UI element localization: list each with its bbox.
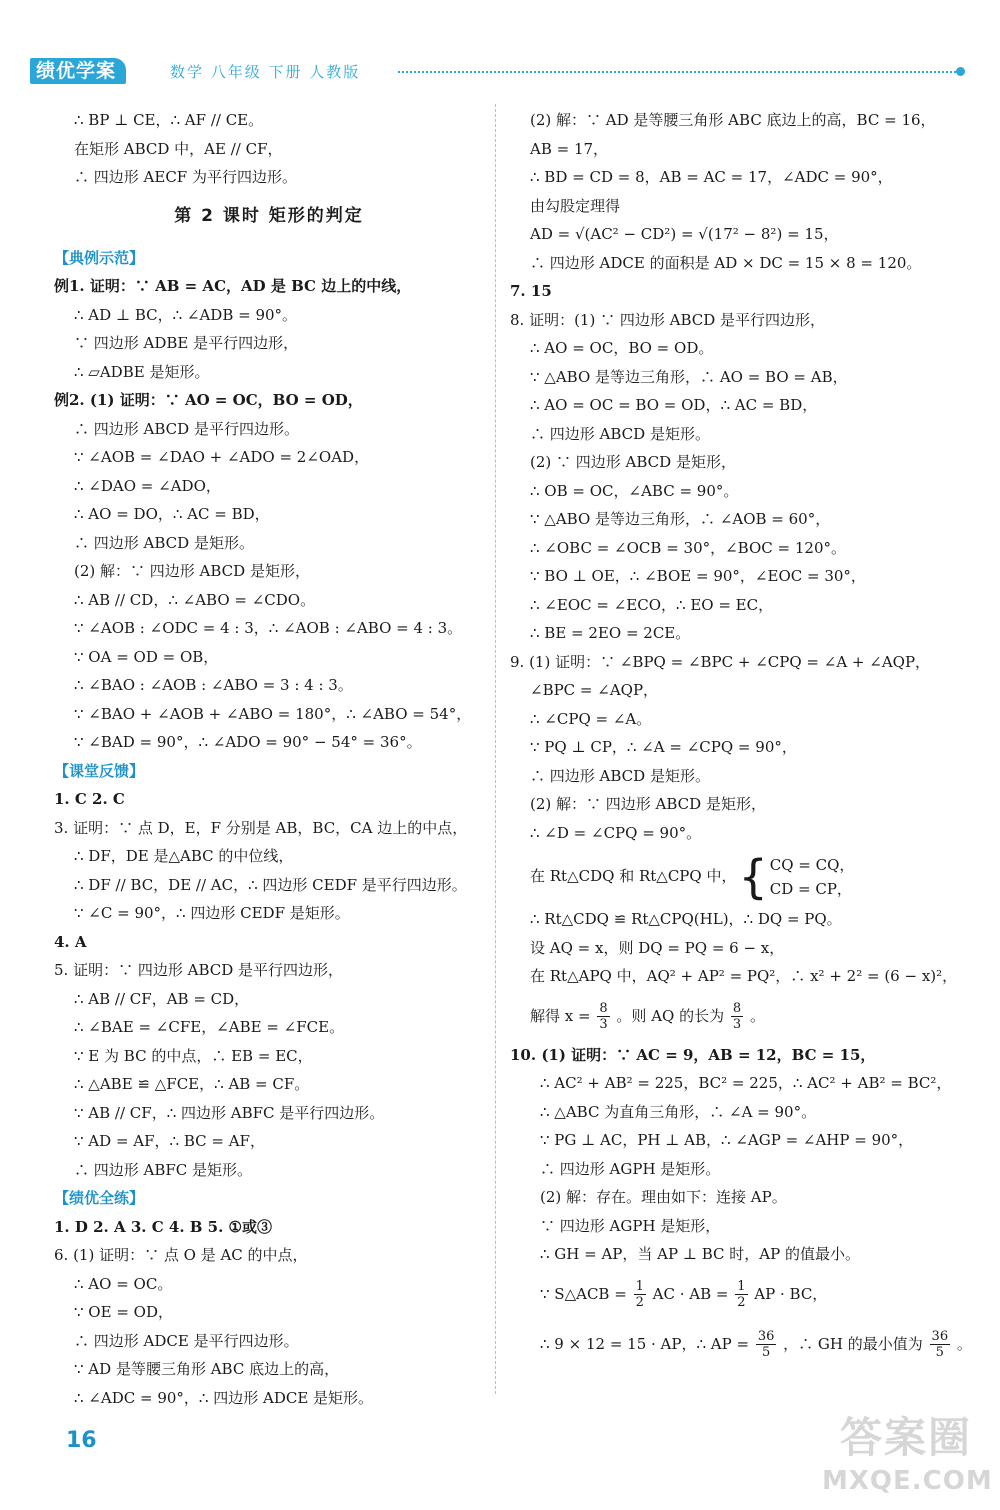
text-line: ∴ Rt△CDQ ≌ Rt△CPQ(HL)，∴ DQ = PQ。: [530, 910, 842, 928]
area-line: [510, 1269, 960, 1319]
text-line: ∵ ∠C = 90°，∴ 四边形 CEDF 是矩形。: [74, 904, 350, 922]
text-line: ∴ 四边形 ABCD 是矩形。: [530, 766, 710, 785]
text-line: 7. 15: [510, 282, 552, 300]
lesson-title: 第 2 课时 矩形的判定: [174, 205, 364, 226]
text-line: ∴ AD ⊥ BC，∴ ∠ADB = 90°。: [74, 305, 298, 324]
watermark: [822, 1412, 993, 1506]
fraction: $\frac{1}{2}$: [635, 1279, 644, 1310]
fraction: $\frac{1}{2}$: [737, 1279, 746, 1310]
text-line: ∴ ∠OBC = ∠OCB = 30°，∠BOC = 120°。: [530, 538, 846, 557]
text-line: ∴ ∠D = ∠CPQ = 90°。: [530, 823, 702, 842]
section-heading-practice: 【绩优全练】: [54, 1189, 145, 1207]
text-line: ∴ DF，DE 是△ABC 的中位线，: [74, 847, 294, 865]
fraction: $\frac{8}{3}$: [599, 1001, 608, 1032]
text-line: 5. 证明：∵ 四边形 ABCD 是平行四边形，: [54, 961, 344, 979]
text-line: ∵ AB // CF，∴ 四边形 ABFC 是平行四边形。: [74, 1103, 385, 1122]
text-line: ∵ △ABO 是等边三角形，∴ ∠AOB = 60°，: [530, 510, 831, 528]
text-line: 例2. (1) 证明：∵ AO = OC，BO = OD，: [54, 391, 363, 409]
solve-mid: 。则 AQ 的长为: [616, 1006, 725, 1025]
text-line: ∵ AD 是等腰三角形 ABC 底边上的高，: [74, 1360, 340, 1378]
text-line: ∴ ∠BAO : ∠AOB : ∠ABO = 3 : 4 : 3。: [74, 676, 353, 694]
text-line: ∴ AB // CF，AB = CD，: [74, 989, 250, 1008]
fraction: $\frac{36}{5}$: [757, 1329, 775, 1360]
left-column: [54, 106, 484, 1412]
fraction: $\frac{36}{5}$: [931, 1329, 949, 1360]
final-mid: ，∴ GH 的最小值为: [783, 1334, 923, 1353]
text-line: ∴ ∠DAO = ∠ADO，: [74, 476, 221, 495]
text-line: ∴ AO = OC。: [74, 1274, 173, 1293]
page-number: 16: [66, 1428, 97, 1453]
text-line: ∴ AB // CD，∴ ∠ABO = ∠CDO。: [74, 590, 316, 609]
text-line: 6. (1) 证明：∵ 点 O 是 AC 的中点，: [54, 1246, 308, 1264]
text-line: ∴ GH = AP，当 AP ⊥ BC 时，AP 的值最小。: [540, 1245, 860, 1263]
text-line: ∴ 四边形 AECF 为平行四边形。: [74, 168, 297, 186]
text-line: ∵ ∠BAO + ∠AOB + ∠ABO = 180°，∴ ∠ABO = 54°，: [74, 704, 472, 723]
text-line: ∵ AD = AF，∴ BC = AF，: [74, 1132, 265, 1150]
text-line: ∴ ∠ADC = 90°，∴ 四边形 ADCE 是矩形。: [74, 1388, 374, 1407]
solve-line: [510, 991, 960, 1041]
subject-label: 数学 八年级 下册 人教版: [170, 63, 361, 81]
text-line: ∴ OB = OC，∠ABC = 90°。: [530, 481, 739, 500]
header-dot-icon: [956, 67, 965, 76]
text-line: ∴ ∠CPQ = ∠A。: [530, 709, 652, 728]
text-line: 10. (1) 证明：∵ AC = 9，AB = 12，BC = 15，: [510, 1045, 876, 1064]
text-line: 由勾股定理得: [530, 196, 621, 215]
text-line: 设 AQ = x，则 DQ = PQ = 6 − x，: [530, 938, 785, 957]
page-header: [30, 56, 970, 90]
text-line: ∵ PG ⊥ AC，PH ⊥ AB，∴ ∠AGP = ∠AHP = 90°，: [540, 1131, 914, 1149]
section-heading-feedback: 【课堂反馈】: [54, 761, 145, 780]
area-prefix: ∵ S△ACB =: [540, 1284, 627, 1303]
text-line: ∴ 四边形 ADCE 的面积是 AD × DC = 15 × 8 = 120。: [530, 253, 922, 272]
system-line-2: CD = CP，: [769, 880, 852, 898]
text-line: 8. 证明：(1) ∵ 四边形 ABCD 是平行四边形，: [510, 310, 826, 329]
text-line: ∵ ∠AOB : ∠ODC = 4 : 3，∴ ∠AOB : ∠ABO = 4 : 3。: [74, 619, 463, 637]
text-line: ∴ BP ⊥ CE，∴ AF // CE。: [74, 111, 264, 129]
watermark-top: 答案圈: [839, 1413, 972, 1462]
text-line: ∴ DF // BC，DE // AC，∴ 四边形 CEDF 是平行四边形。: [74, 875, 467, 894]
area-mid: AC · AB =: [652, 1284, 729, 1303]
text-line: ∴ ∠BAE = ∠CFE，∠ABE = ∠FCE。: [74, 1018, 345, 1036]
text-line: AD = √(AC² − CD²) = √(17² − 8²) = 15，: [530, 225, 839, 243]
text-line: ∴ 四边形 ABCD 是矩形。: [530, 424, 710, 443]
system-prefix: 在 Rt△CDQ 和 Rt△CPQ 中，: [530, 867, 737, 885]
text-line: (2) 解：∵ AD 是等腰三角形 ABC 底边上的高，BC = 16，: [530, 111, 936, 129]
text-line: 在矩形 ABCD 中，AE // CF，: [74, 139, 283, 158]
text-line: (2) ∵ 四边形 ABCD 是矩形，: [530, 453, 736, 471]
watermark-bottom: MXQE.COM: [822, 1466, 993, 1496]
text-line: ∴ AO = OC = BO = OD，∴ AC = BD，: [530, 396, 818, 414]
text-line: ∵ OE = OD，: [74, 1303, 173, 1321]
text-line: ∵ ∠AOB = ∠DAO + ∠ADO = 2∠OAD，: [74, 448, 370, 466]
header-dotted-line: [398, 71, 960, 73]
text-line: (2) 解：∵ 四边形 ABCD 是矩形，: [530, 795, 766, 813]
brand-logo: 绩优学案: [30, 58, 126, 84]
text-line: ∵ ∠BAD = 90°，∴ ∠ADO = 90° − 54° = 36°。: [74, 733, 422, 751]
solve-end: 。: [749, 1006, 765, 1025]
equation-system-line: [510, 847, 960, 905]
text-line: 在 Rt△APQ 中，AQ² + AP² = PQ²，∴ x² + 2² = (6 − x)²，: [530, 967, 958, 985]
text-line: ∴ ▱ADBE 是矩形。: [74, 362, 210, 381]
text-line: 1. C 2. C: [54, 790, 125, 808]
text-line: ∵ △ABO 是等边三角形，∴ AO = BO = AB，: [530, 367, 848, 386]
text-line: ∴ 四边形 ADCE 是平行四边形。: [74, 1331, 299, 1350]
solve-prefix: 解得 x =: [530, 1006, 591, 1025]
text-line: (2) 解：∵ 四边形 ABCD 是矩形，: [74, 562, 310, 580]
text-line: 3. 证明：∵ 点 D，E，F 分别是 AB，BC，CA 边上的中点，: [54, 818, 468, 837]
text-line: ∴ BD = CD = 8，AB = AC = 17，∠ADC = 90°，: [530, 168, 893, 186]
text-line: ∴ ∠EOC = ∠ECO，∴ EO = EC，: [530, 595, 774, 614]
text-line: ∵ 四边形 AGPH 是矩形，: [540, 1216, 721, 1235]
text-line: ∴ 四边形 AGPH 是矩形。: [540, 1159, 721, 1178]
text-line: ∴ AO = DO，∴ AC = BD，: [74, 505, 270, 523]
final-line: [510, 1319, 972, 1369]
area-end: AP · BC，: [754, 1284, 828, 1303]
right-column: [510, 106, 972, 1369]
text-line: ∠BPC = ∠AQP，: [530, 681, 659, 699]
text-line: ∵ PQ ⊥ CP，∴ ∠A = ∠CPQ = 90°，: [530, 738, 797, 756]
text-line: ∵ OA = OD = OB，: [74, 647, 219, 666]
equation-system: [770, 853, 855, 901]
text-line: ∵ E 为 BC 的中点，∴ EB = EC，: [74, 1046, 313, 1065]
text-line: ∵ BO ⊥ OE，∴ ∠BOE = 90°，∠EOC = 30°，: [530, 567, 866, 585]
fraction: $\frac{8}{3}$: [732, 1001, 742, 1032]
text-line: ∴ 四边形 ABCD 是矩形。: [74, 533, 254, 552]
text-line: 1. D 2. A 3. C 4. B 5. ①或③: [54, 1217, 273, 1236]
final-end: 。: [956, 1334, 972, 1353]
text-line: ∴ △ABE ≌ △FCE，∴ AB = CF。: [74, 1075, 310, 1093]
final-prefix: ∴ 9 × 12 = 15 · AP，∴ AP =: [540, 1334, 750, 1353]
text-line: ∴ △ABC 为直角三角形，∴ ∠A = 90°。: [540, 1102, 817, 1121]
text-line: ∴ BE = 2EO = 2CE。: [530, 624, 691, 642]
text-line: ∴ 四边形 ABCD 是平行四边形。: [74, 419, 299, 438]
text-line: ∴ 四边形 ABFC 是矩形。: [74, 1160, 253, 1179]
text-line: 4. A: [54, 932, 87, 951]
section-heading-examples: 【典例示范】: [54, 248, 145, 267]
text-line: ∴ AO = OC，BO = OD。: [530, 339, 714, 357]
text-line: ∴ AC² + AB² = 225，BC² = 225，∴ AC² + AB² = BC²，: [540, 1074, 952, 1092]
text-line: 例1. 证明：∵ AB = AC，AD 是 BC 边上的中线，: [54, 277, 412, 295]
text-line: 9. (1) 证明：∵ ∠BPQ = ∠BPC + ∠CPQ = ∠A + ∠AQP，: [510, 652, 931, 671]
column-divider: [495, 104, 496, 1394]
text-line: AB = 17，: [530, 139, 609, 158]
system-line-1: CQ = CQ，: [769, 856, 855, 874]
brace-icon: {: [738, 850, 768, 904]
text-line: (2) 解：存在。理由如下：连接 AP。: [540, 1188, 787, 1206]
text-line: ∵ 四边形 ADBE 是平行四边形，: [74, 334, 299, 352]
